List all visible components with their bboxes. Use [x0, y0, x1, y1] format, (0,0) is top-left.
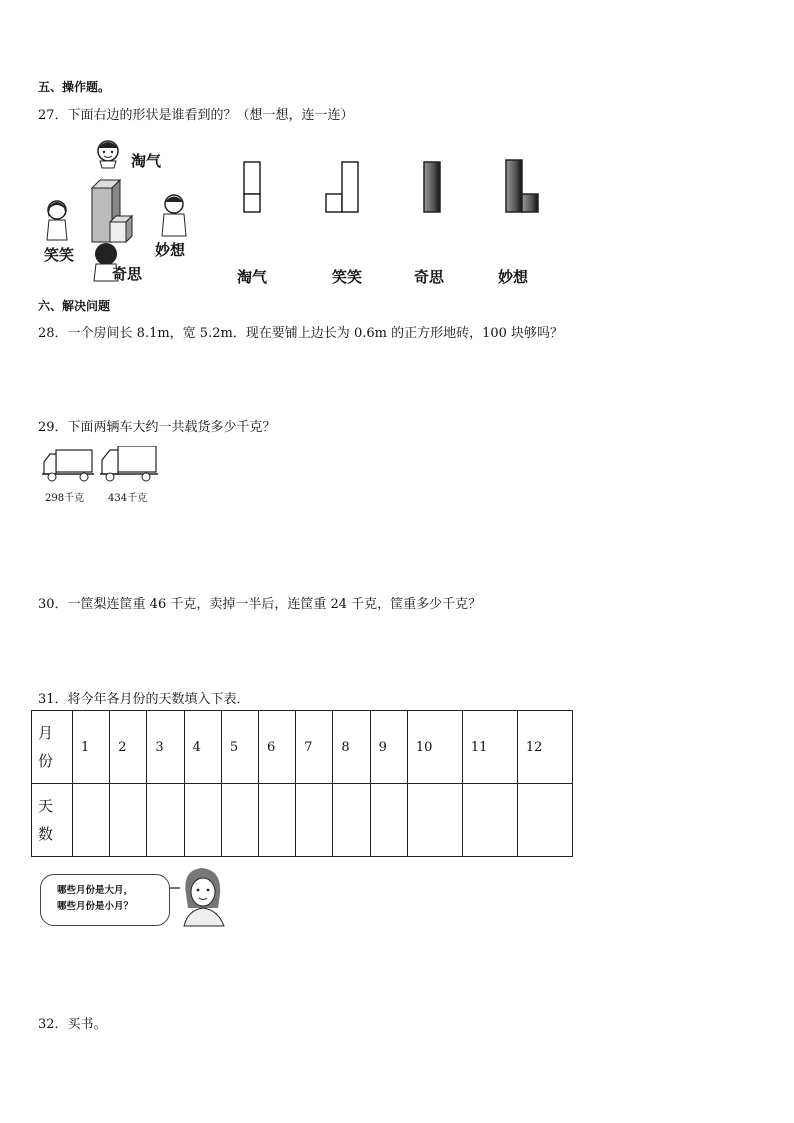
bubble-line-2: 哪些月份是小月？ [57, 901, 134, 912]
row-head-days: 天 数 [32, 784, 73, 857]
view-label-4: 妙想 [498, 268, 529, 286]
days-cell[interactable] [462, 784, 517, 857]
question-28: 28．一个房间长 8.1m，宽 5.2m．现在要铺上边长为 0.6m 的正方形地砖，100 块够吗？ [38, 326, 564, 341]
kid-label-miaoxiang: 妙想 [155, 241, 186, 259]
kid-label-qisi: 奇思 [112, 265, 143, 283]
view-1 [244, 162, 260, 212]
trucks-illustration [40, 446, 160, 488]
kid-label-xiaoxiao: 笑笑 [44, 246, 75, 264]
month-cell: 9 [370, 711, 407, 784]
question-32: 32．买书。 [38, 1017, 107, 1032]
month-cell: 7 [296, 711, 333, 784]
month-cell: 12 [517, 711, 572, 784]
month-cell: 10 [407, 711, 462, 784]
month-cell: 11 [462, 711, 517, 784]
days-cell[interactable] [259, 784, 296, 857]
month-cell: 1 [73, 711, 110, 784]
blocks-model [92, 180, 132, 242]
taoqi-figure [98, 141, 118, 168]
days-cell[interactable] [73, 784, 110, 857]
month-cell: 8 [333, 711, 370, 784]
question-29: 29．下面两辆车大约一共载货多少千克？ [38, 420, 276, 435]
table-row-days [32, 784, 573, 857]
month-cell: 4 [184, 711, 221, 784]
view-label-1: 淘气 [237, 268, 268, 286]
question-30: 30．一筐梨连筐重 46 千克，卖掉一半后，连筐重 24 千克，筐重多少千克？ [38, 597, 482, 612]
days-cell[interactable] [370, 784, 407, 857]
month-cell: 5 [221, 711, 258, 784]
speech-bubble [40, 874, 170, 926]
truck-2 [100, 446, 158, 481]
month-cell: 6 [259, 711, 296, 784]
days-cell[interactable] [517, 784, 572, 857]
days-cell[interactable] [296, 784, 333, 857]
days-cell[interactable] [333, 784, 370, 857]
days-cell[interactable] [184, 784, 221, 857]
bubble-line-1: 哪些月份是大月， [57, 885, 134, 896]
teacher-illustration [168, 864, 234, 928]
view-4 [506, 160, 538, 212]
truck-1-weight: 298千克 [45, 493, 85, 504]
days-cell[interactable] [221, 784, 258, 857]
month-cell: 3 [147, 711, 184, 784]
q27-views [230, 156, 550, 218]
truck-1 [42, 450, 94, 481]
xiaoxiao-figure [47, 201, 67, 240]
miaoxiang-figure [162, 195, 186, 236]
truck-2-weight: 434千克 [108, 493, 148, 504]
section-5-title: 五、操作题。 [38, 80, 111, 94]
days-cell[interactable] [147, 784, 184, 857]
table-row-months [32, 711, 573, 784]
section-6-title: 六、解决问题 [38, 299, 111, 313]
view-3 [424, 162, 440, 212]
months-table [31, 710, 573, 857]
days-cell[interactable] [407, 784, 462, 857]
view-label-2: 笑笑 [332, 268, 363, 286]
question-27: 27．下面右边的形状是谁看到的？（想一想，连一连） [38, 108, 354, 123]
days-cell[interactable] [110, 784, 147, 857]
row-head-month: 月 份 [32, 711, 73, 784]
view-label-3: 奇思 [414, 268, 445, 286]
kid-label-taoqi: 淘气 [131, 152, 162, 170]
month-cell: 2 [110, 711, 147, 784]
view-2 [326, 162, 358, 212]
question-31: 31．将今年各月份的天数填入下表． [38, 692, 250, 707]
